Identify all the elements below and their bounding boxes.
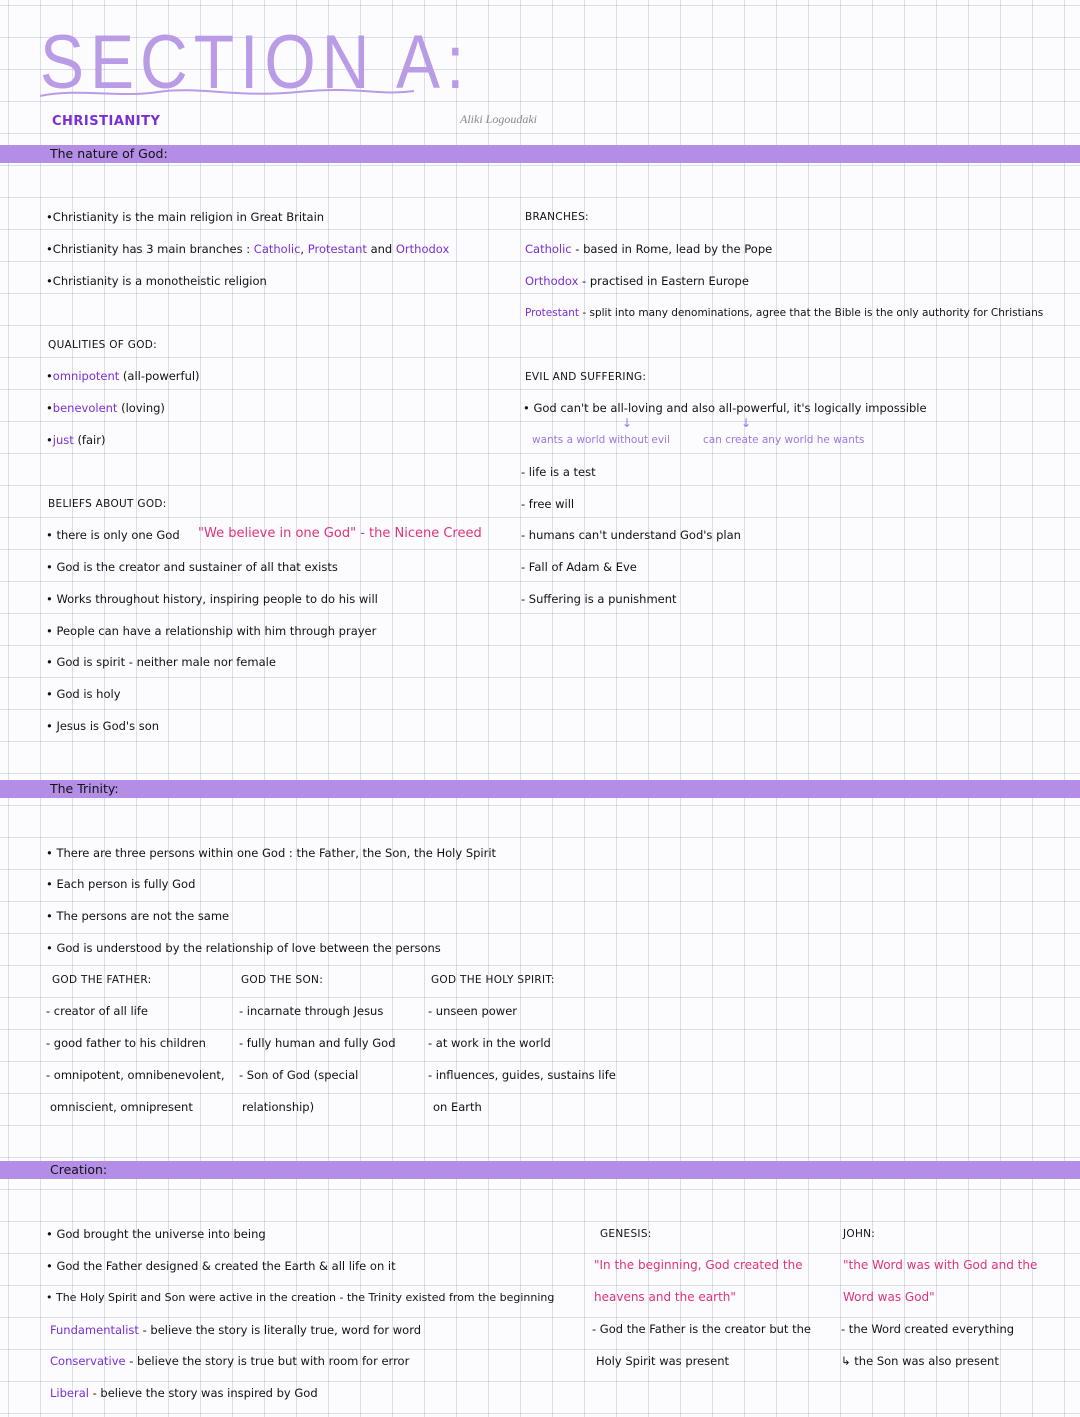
branch-name: Protestant bbox=[525, 307, 580, 319]
branches-line bbox=[46, 242, 449, 256]
arrow-down-icon: ↓ bbox=[741, 416, 752, 430]
branch-name: Orthodox bbox=[525, 274, 579, 288]
son-heading: GOD THE SON: bbox=[241, 974, 324, 986]
branch-item bbox=[525, 242, 772, 256]
belief-item: • People can have a relationship with him through prayer bbox=[46, 624, 377, 638]
spirit-line: - at work in the world bbox=[428, 1036, 551, 1050]
quality-item: •benevolent (loving) bbox=[46, 401, 165, 415]
son-line: relationship) bbox=[242, 1100, 315, 1114]
trinity-point: • God is understood by the relationship of love between the persons bbox=[46, 941, 441, 955]
creation-point: • God the Father designed & created the Earth & all life on it bbox=[46, 1259, 396, 1273]
creation-view bbox=[50, 1323, 421, 1337]
creation-point: • God brought the universe into being bbox=[46, 1227, 266, 1241]
fact-item: •Christianity is the main religion in Great Britain bbox=[46, 210, 325, 224]
author-signature: Aliki Logoudaki bbox=[460, 112, 537, 126]
quality-term: just bbox=[52, 433, 74, 447]
evil-heading: EVIL AND SUFFERING: bbox=[525, 371, 647, 383]
creation-point: • The Holy Spirit and Son were active in the creation - the Trinity existed from the beginning bbox=[46, 1291, 555, 1304]
trinity-point: • Each person is fully God bbox=[46, 877, 196, 891]
evil-point: - life is a test bbox=[521, 465, 596, 479]
john-note: - the Word created everything bbox=[841, 1322, 1015, 1336]
spirit-line: - influences, guides, sustains life bbox=[428, 1068, 616, 1082]
belief-item: • there is only one God bbox=[46, 528, 180, 542]
spirit-line: - unseen power bbox=[428, 1004, 518, 1018]
john-note: ↳ the Son was also present bbox=[841, 1354, 999, 1368]
evil-point: - humans can't understand God's plan bbox=[521, 528, 741, 542]
father-line: - omnipotent, omnibenevolent, bbox=[46, 1068, 225, 1082]
father-line: omniscient, omnipresent bbox=[50, 1100, 193, 1114]
separator: and bbox=[366, 242, 396, 256]
evil-point: - Fall of Adam & Eve bbox=[521, 560, 637, 574]
belief-item: • God is spirit - neither male nor female bbox=[46, 655, 276, 669]
belief-item: • Works throughout history, inspiring people to do his will bbox=[46, 592, 378, 606]
son-line: - fully human and fully God bbox=[239, 1036, 396, 1050]
branch-name: Catholic bbox=[525, 242, 572, 256]
evil-note: can create any world he wants bbox=[703, 434, 865, 446]
john-heading: JOHN: bbox=[843, 1228, 876, 1240]
section-label-trinity: The Trinity: bbox=[50, 781, 119, 796]
spirit-line: on Earth bbox=[433, 1100, 482, 1114]
john-quote: "the Word was with God and the bbox=[843, 1258, 1038, 1272]
branch-item bbox=[525, 306, 1043, 320]
beliefs-heading: BELIEFS ABOUT GOD: bbox=[48, 498, 167, 510]
title-underline bbox=[38, 86, 418, 100]
father-line: - good father to his children bbox=[46, 1036, 206, 1050]
branch-desc: - practised in Eastern Europe bbox=[578, 274, 749, 288]
qualities-heading: QUALITIES OF GOD: bbox=[48, 339, 157, 351]
quality-item: •omnipotent (all-powerful) bbox=[46, 369, 200, 383]
fact-item: •Christianity is a monotheistic religion bbox=[46, 274, 267, 288]
section-label-nature: The nature of God: bbox=[50, 146, 168, 161]
view-desc: - believe the story is literally true, word for word bbox=[138, 1323, 422, 1337]
son-line: - incarnate through Jesus bbox=[239, 1004, 384, 1018]
quality-item: •just (fair) bbox=[46, 433, 106, 447]
genesis-heading: GENESIS: bbox=[600, 1228, 652, 1240]
protestant-term: Protestant bbox=[307, 242, 367, 256]
father-line: - creator of all life bbox=[46, 1004, 149, 1018]
trinity-point: • The persons are not the same bbox=[46, 909, 230, 923]
belief-item: • Jesus is God's son bbox=[46, 719, 160, 733]
section-band-creation bbox=[0, 1161, 1080, 1179]
quality-term: omnipotent bbox=[52, 369, 120, 383]
view-name: Liberal bbox=[50, 1386, 89, 1400]
evil-note: wants a world without evil bbox=[532, 434, 670, 446]
belief-item: • God is holy bbox=[46, 687, 121, 701]
nicene-quote: "We believe in one God" - the Nicene Creed bbox=[198, 526, 482, 541]
section-band-trinity bbox=[0, 780, 1080, 798]
quality-gloss: (fair) bbox=[77, 433, 106, 447]
arrow-down-icon: ↓ bbox=[622, 416, 633, 430]
quality-gloss: (all-powerful) bbox=[122, 369, 200, 383]
evil-point: - Suffering is a punishment bbox=[521, 592, 677, 606]
branch-item bbox=[525, 274, 749, 288]
subject-heading: CHRISTIANITY bbox=[52, 114, 161, 129]
view-name: Fundamentalist bbox=[50, 1323, 139, 1337]
father-heading: GOD THE FATHER: bbox=[52, 974, 152, 986]
branch-desc: - based in Rome, lead by the Pope bbox=[571, 242, 773, 256]
belief-item: • God is the creator and sustainer of all that exists bbox=[46, 560, 338, 574]
evil-main-point: • God can't be all-loving and also all-powerful, it's logically impossible bbox=[523, 401, 927, 415]
branch-desc: - split into many denominations, agree that the Bible is the only authority for Christians bbox=[579, 307, 1044, 319]
branches-prefix: •Christianity has 3 main branches : bbox=[46, 242, 254, 256]
view-desc: - believe the story was inspired by God bbox=[88, 1386, 318, 1400]
view-desc: - believe the story is true but with room for error bbox=[125, 1354, 410, 1368]
genesis-quote: "In the beginning, God created the bbox=[594, 1258, 803, 1272]
page-title: SECTION A: bbox=[40, 19, 471, 105]
genesis-note: Holy Spirit was present bbox=[596, 1354, 730, 1368]
evil-point: - free will bbox=[521, 497, 575, 511]
creation-view bbox=[50, 1386, 318, 1400]
catholic-term: Catholic bbox=[253, 242, 301, 256]
genesis-quote: heavens and the earth" bbox=[594, 1290, 736, 1304]
spirit-heading: GOD THE HOLY SPIRIT: bbox=[431, 974, 555, 986]
genesis-note: - God the Father is the creator but the bbox=[592, 1322, 811, 1336]
section-label-creation: Creation: bbox=[50, 1162, 108, 1177]
quality-term: benevolent bbox=[52, 401, 118, 415]
view-name: Conservative bbox=[50, 1354, 126, 1368]
john-quote: Word was God" bbox=[843, 1290, 935, 1304]
creation-view bbox=[50, 1354, 409, 1368]
branches-heading: BRANCHES: bbox=[525, 211, 589, 223]
orthodox-term: Orthodox bbox=[395, 242, 450, 256]
son-line: - Son of God (special bbox=[239, 1068, 359, 1082]
trinity-point: • There are three persons within one God : the Father, the Son, the Holy Spirit bbox=[46, 846, 497, 860]
separator: , bbox=[300, 242, 308, 256]
quality-gloss: (loving) bbox=[121, 401, 165, 415]
